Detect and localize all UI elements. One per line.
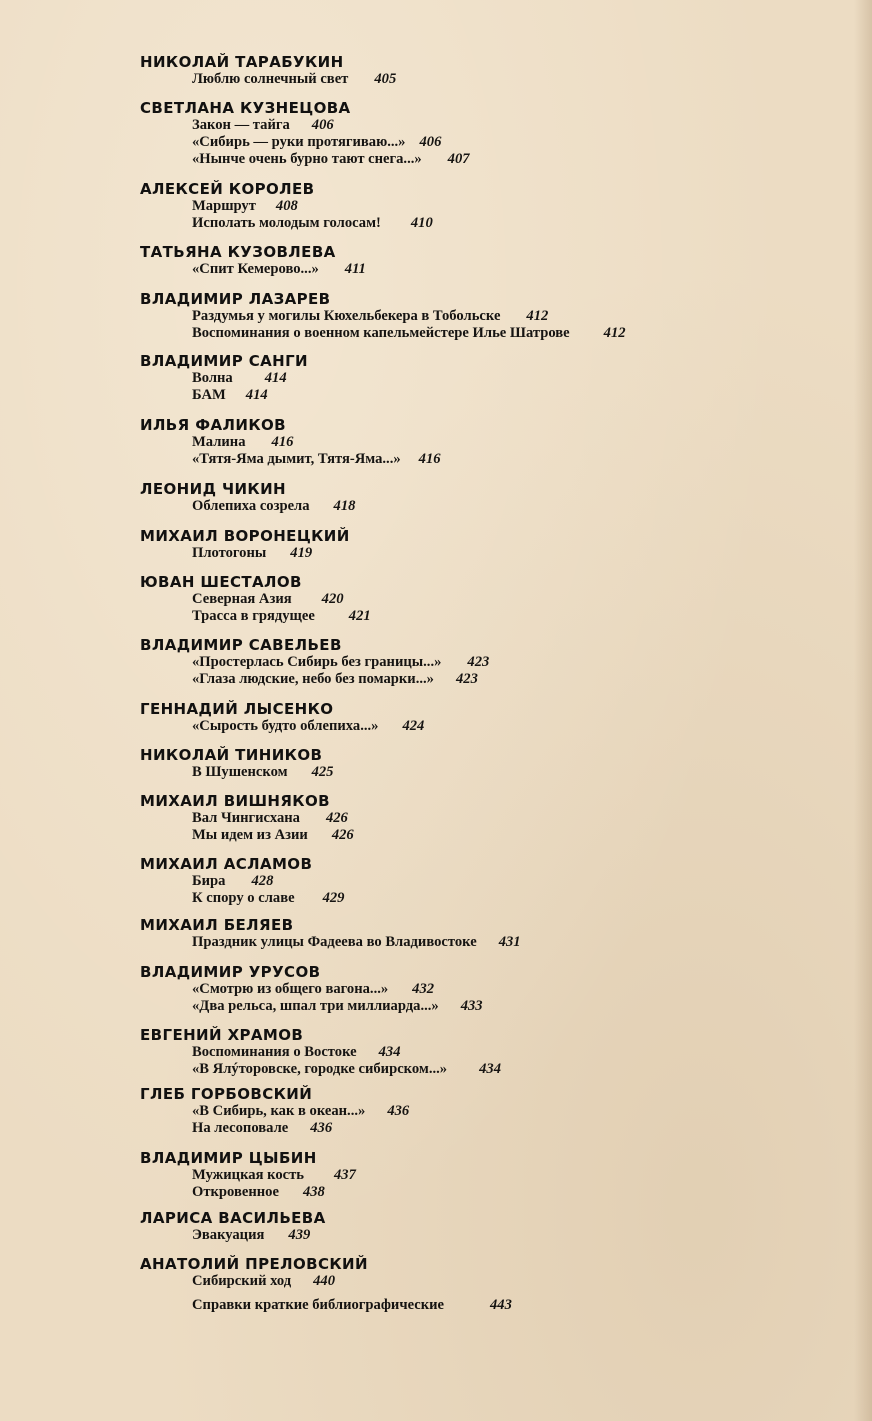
page-number: 414 — [245, 387, 268, 403]
page-number: 436 — [387, 1103, 410, 1119]
page-number: 405 — [374, 71, 397, 87]
toc-entry — [140, 792, 840, 844]
page-number: 420 — [321, 591, 344, 607]
work-title: Плотогоны — [192, 545, 267, 561]
toc-entry — [140, 1085, 840, 1137]
page-number: 406 — [419, 134, 442, 150]
page-number: 421 — [348, 608, 371, 624]
work-line — [140, 1167, 840, 1184]
work-title: Воспоминания о Востоке — [192, 1044, 357, 1060]
page-number: 416 — [418, 451, 441, 467]
work-line — [140, 545, 840, 562]
work-line — [140, 451, 840, 468]
work-title: «В Сибирь, как в океан...» — [192, 1103, 366, 1119]
work-line — [140, 1120, 840, 1137]
toc-entry — [140, 1209, 840, 1244]
author-name: ВЛАДИМИР САНГИ — [140, 352, 308, 370]
work-line — [140, 1103, 840, 1120]
page-number: 406 — [311, 117, 334, 133]
toc-final-entry — [192, 1297, 512, 1314]
work-title: «Смотрю из общего вагона...» — [192, 981, 389, 997]
page-number: 436 — [310, 1120, 333, 1136]
toc-entry — [140, 573, 840, 625]
final-entry-title: Справки краткие библиографические — [192, 1297, 444, 1313]
work-title: Облепиха созрела — [192, 498, 310, 514]
page-number: 429 — [322, 890, 345, 906]
author-name: ВЛАДИМИР САВЕЛЬЕВ — [140, 636, 342, 654]
author-name: ВЛАДИМИР УРУСОВ — [140, 963, 321, 981]
work-title: Воспоминания о военном капельмейстере Илье Шатрове — [192, 325, 570, 341]
toc-entry — [140, 99, 840, 168]
work-title: «Два рельса, шпал три миллиарда...» — [192, 998, 439, 1014]
toc-entry — [140, 243, 840, 278]
work-line — [140, 827, 840, 844]
page-number: 425 — [311, 764, 334, 780]
work-line — [140, 387, 840, 404]
toc-entry — [140, 855, 840, 907]
work-title: Волна — [192, 370, 233, 386]
work-line — [140, 1227, 840, 1244]
work-title: На лесоповале — [192, 1120, 289, 1136]
toc-entry — [140, 53, 840, 88]
work-title: «Сырость будто облепиха...» — [192, 718, 379, 734]
work-title: Малина — [192, 434, 246, 450]
page-number: 423 — [467, 654, 490, 670]
work-title: «В Ялýторовске, городке сибирском...» — [192, 1061, 448, 1077]
author-name: МИХАИЛ БЕЛЯЕВ — [140, 916, 294, 934]
toc-entry — [140, 1026, 840, 1078]
author-name: ЮВАН ШЕСТАЛОВ — [140, 573, 302, 591]
toc-entry — [140, 1149, 840, 1201]
page-number: 416 — [271, 434, 294, 450]
toc-entry — [140, 636, 840, 688]
author-name: ВЛАДИМИР ЦЫБИН — [140, 1149, 317, 1167]
author-name: ЛАРИСА ВАСИЛЬЕВА — [140, 1209, 326, 1227]
work-line — [140, 215, 840, 232]
page-number: 439 — [288, 1227, 311, 1243]
work-line — [140, 764, 840, 781]
author-name: МИХАИЛ ВИШНЯКОВ — [140, 792, 330, 810]
work-line — [140, 71, 840, 88]
author-name: ЛЕОНИД ЧИКИН — [140, 480, 286, 498]
toc-entry — [140, 290, 840, 342]
author-name: ГЛЕБ ГОРБОВСКИЙ — [140, 1085, 313, 1103]
work-line — [140, 654, 840, 671]
work-line — [140, 1273, 840, 1290]
work-title: «Спит Кемерово...» — [192, 261, 319, 277]
work-line — [140, 434, 840, 451]
page-number: 431 — [498, 934, 521, 950]
work-title: Закон — тайга — [192, 117, 290, 133]
toc-entry — [140, 180, 840, 232]
work-title: В Шушенском — [192, 764, 288, 780]
work-title: Сибирский ход — [192, 1273, 292, 1289]
work-title: Маршрут — [192, 198, 256, 214]
page-number: 428 — [251, 873, 274, 889]
work-line — [140, 1061, 840, 1078]
work-line — [140, 934, 840, 951]
page-number: 412 — [526, 308, 549, 324]
work-line — [140, 873, 840, 890]
work-line — [140, 608, 840, 625]
work-title: Вал Чингисхана — [192, 810, 300, 826]
author-name: МИХАИЛ ВОРОНЕЦКИЙ — [140, 527, 350, 545]
work-title: БАМ — [192, 387, 226, 403]
work-line — [140, 261, 840, 278]
work-line — [140, 370, 840, 387]
page-number: 440 — [313, 1273, 336, 1289]
work-title: Раздумья у могилы Кюхельбекера в Тобольске — [192, 308, 501, 324]
page-number: 434 — [479, 1061, 501, 1077]
work-line — [140, 591, 840, 608]
toc-entry — [140, 1255, 840, 1290]
page-number: 434 — [378, 1044, 401, 1060]
page-number: 433 — [460, 998, 483, 1014]
work-line — [140, 998, 840, 1015]
work-title: «Глаза людские, небо без помарки...» — [192, 671, 434, 687]
author-name: ИЛЬЯ ФАЛИКОВ — [140, 416, 286, 434]
work-line — [140, 134, 840, 151]
page-number: 432 — [412, 981, 435, 997]
toc-entry — [140, 480, 840, 515]
work-line — [140, 198, 840, 215]
author-name: АНАТОЛИЙ ПРЕЛОВСКИЙ — [140, 1255, 368, 1273]
author-name: АЛЕКСЕЙ КОРОЛЕВ — [140, 180, 315, 198]
work-title: Трасса в грядущее — [192, 608, 315, 624]
page-number: 424 — [402, 718, 425, 734]
page-number: 407 — [447, 151, 470, 167]
work-line — [140, 981, 840, 998]
toc-entry — [140, 416, 840, 468]
work-title: Бира — [192, 873, 226, 889]
author-name: НИКОЛАЙ ТАРАБУКИН — [140, 53, 344, 71]
work-line — [140, 308, 840, 325]
author-name: ГЕННАДИЙ ЛЫСЕНКО — [140, 700, 334, 718]
page-number: 418 — [333, 498, 356, 514]
work-line — [140, 325, 840, 342]
author-name: ТАТЬЯНА КУЗОВЛЕВА — [140, 243, 336, 261]
work-title: «Тятя-Яма дымит, Тятя-Яма...» — [192, 451, 401, 467]
page-number: 408 — [275, 198, 298, 214]
page-spine-shadow — [854, 0, 872, 1421]
toc-entry — [140, 700, 840, 735]
author-name: ВЛАДИМИР ЛАЗАРЕВ — [140, 290, 331, 308]
toc-entry — [140, 527, 840, 562]
page-number: 411 — [344, 261, 366, 277]
work-line — [140, 671, 840, 688]
page-number: 412 — [603, 325, 626, 341]
page-number: 423 — [455, 671, 478, 687]
work-title: Эвакуация — [192, 1227, 265, 1243]
work-line — [140, 117, 840, 134]
page-number: 419 — [290, 545, 313, 561]
work-title: К спору о славе — [192, 890, 295, 906]
work-title: Люблю солнечный свет — [192, 71, 349, 87]
toc-entry — [140, 963, 840, 1015]
work-title: Праздник улицы Фадеева во Владивостоке — [192, 934, 477, 950]
work-line — [140, 718, 840, 735]
work-title: Исполать молодым голосам! — [192, 215, 381, 231]
work-title: Откровенное — [192, 1184, 279, 1200]
work-title: Мужицкая кость — [192, 1167, 304, 1183]
page-number: 438 — [302, 1184, 325, 1200]
author-name: НИКОЛАЙ ТИНИКОВ — [140, 746, 323, 764]
toc-entry — [140, 352, 840, 404]
page-number: 426 — [331, 827, 354, 843]
final-entry-page: 443 — [490, 1297, 512, 1313]
work-title: «Сибирь — руки протягиваю...» — [192, 134, 406, 150]
work-line — [140, 890, 840, 907]
page-number: 426 — [325, 810, 348, 826]
work-title: Мы идем из Азии — [192, 827, 308, 843]
work-line — [140, 810, 840, 827]
work-line — [140, 1044, 840, 1061]
work-title: «Простерлась Сибирь без границы...» — [192, 654, 442, 670]
author-name: МИХАИЛ АСЛАМОВ — [140, 855, 313, 873]
work-line — [140, 151, 840, 168]
author-name: ЕВГЕНИЙ ХРАМОВ — [140, 1026, 304, 1044]
page-number: 437 — [334, 1167, 356, 1183]
author-name: СВЕТЛАНА КУЗНЕЦОВА — [140, 99, 351, 117]
toc-entry — [140, 746, 840, 781]
work-line — [140, 1184, 840, 1201]
work-title: Северная Азия — [192, 591, 292, 607]
work-line — [140, 498, 840, 515]
page-number: 410 — [410, 215, 433, 231]
toc-entry — [140, 916, 840, 951]
page-number: 414 — [264, 370, 287, 386]
work-title: «Нынче очень бурно тают снега...» — [192, 151, 422, 167]
